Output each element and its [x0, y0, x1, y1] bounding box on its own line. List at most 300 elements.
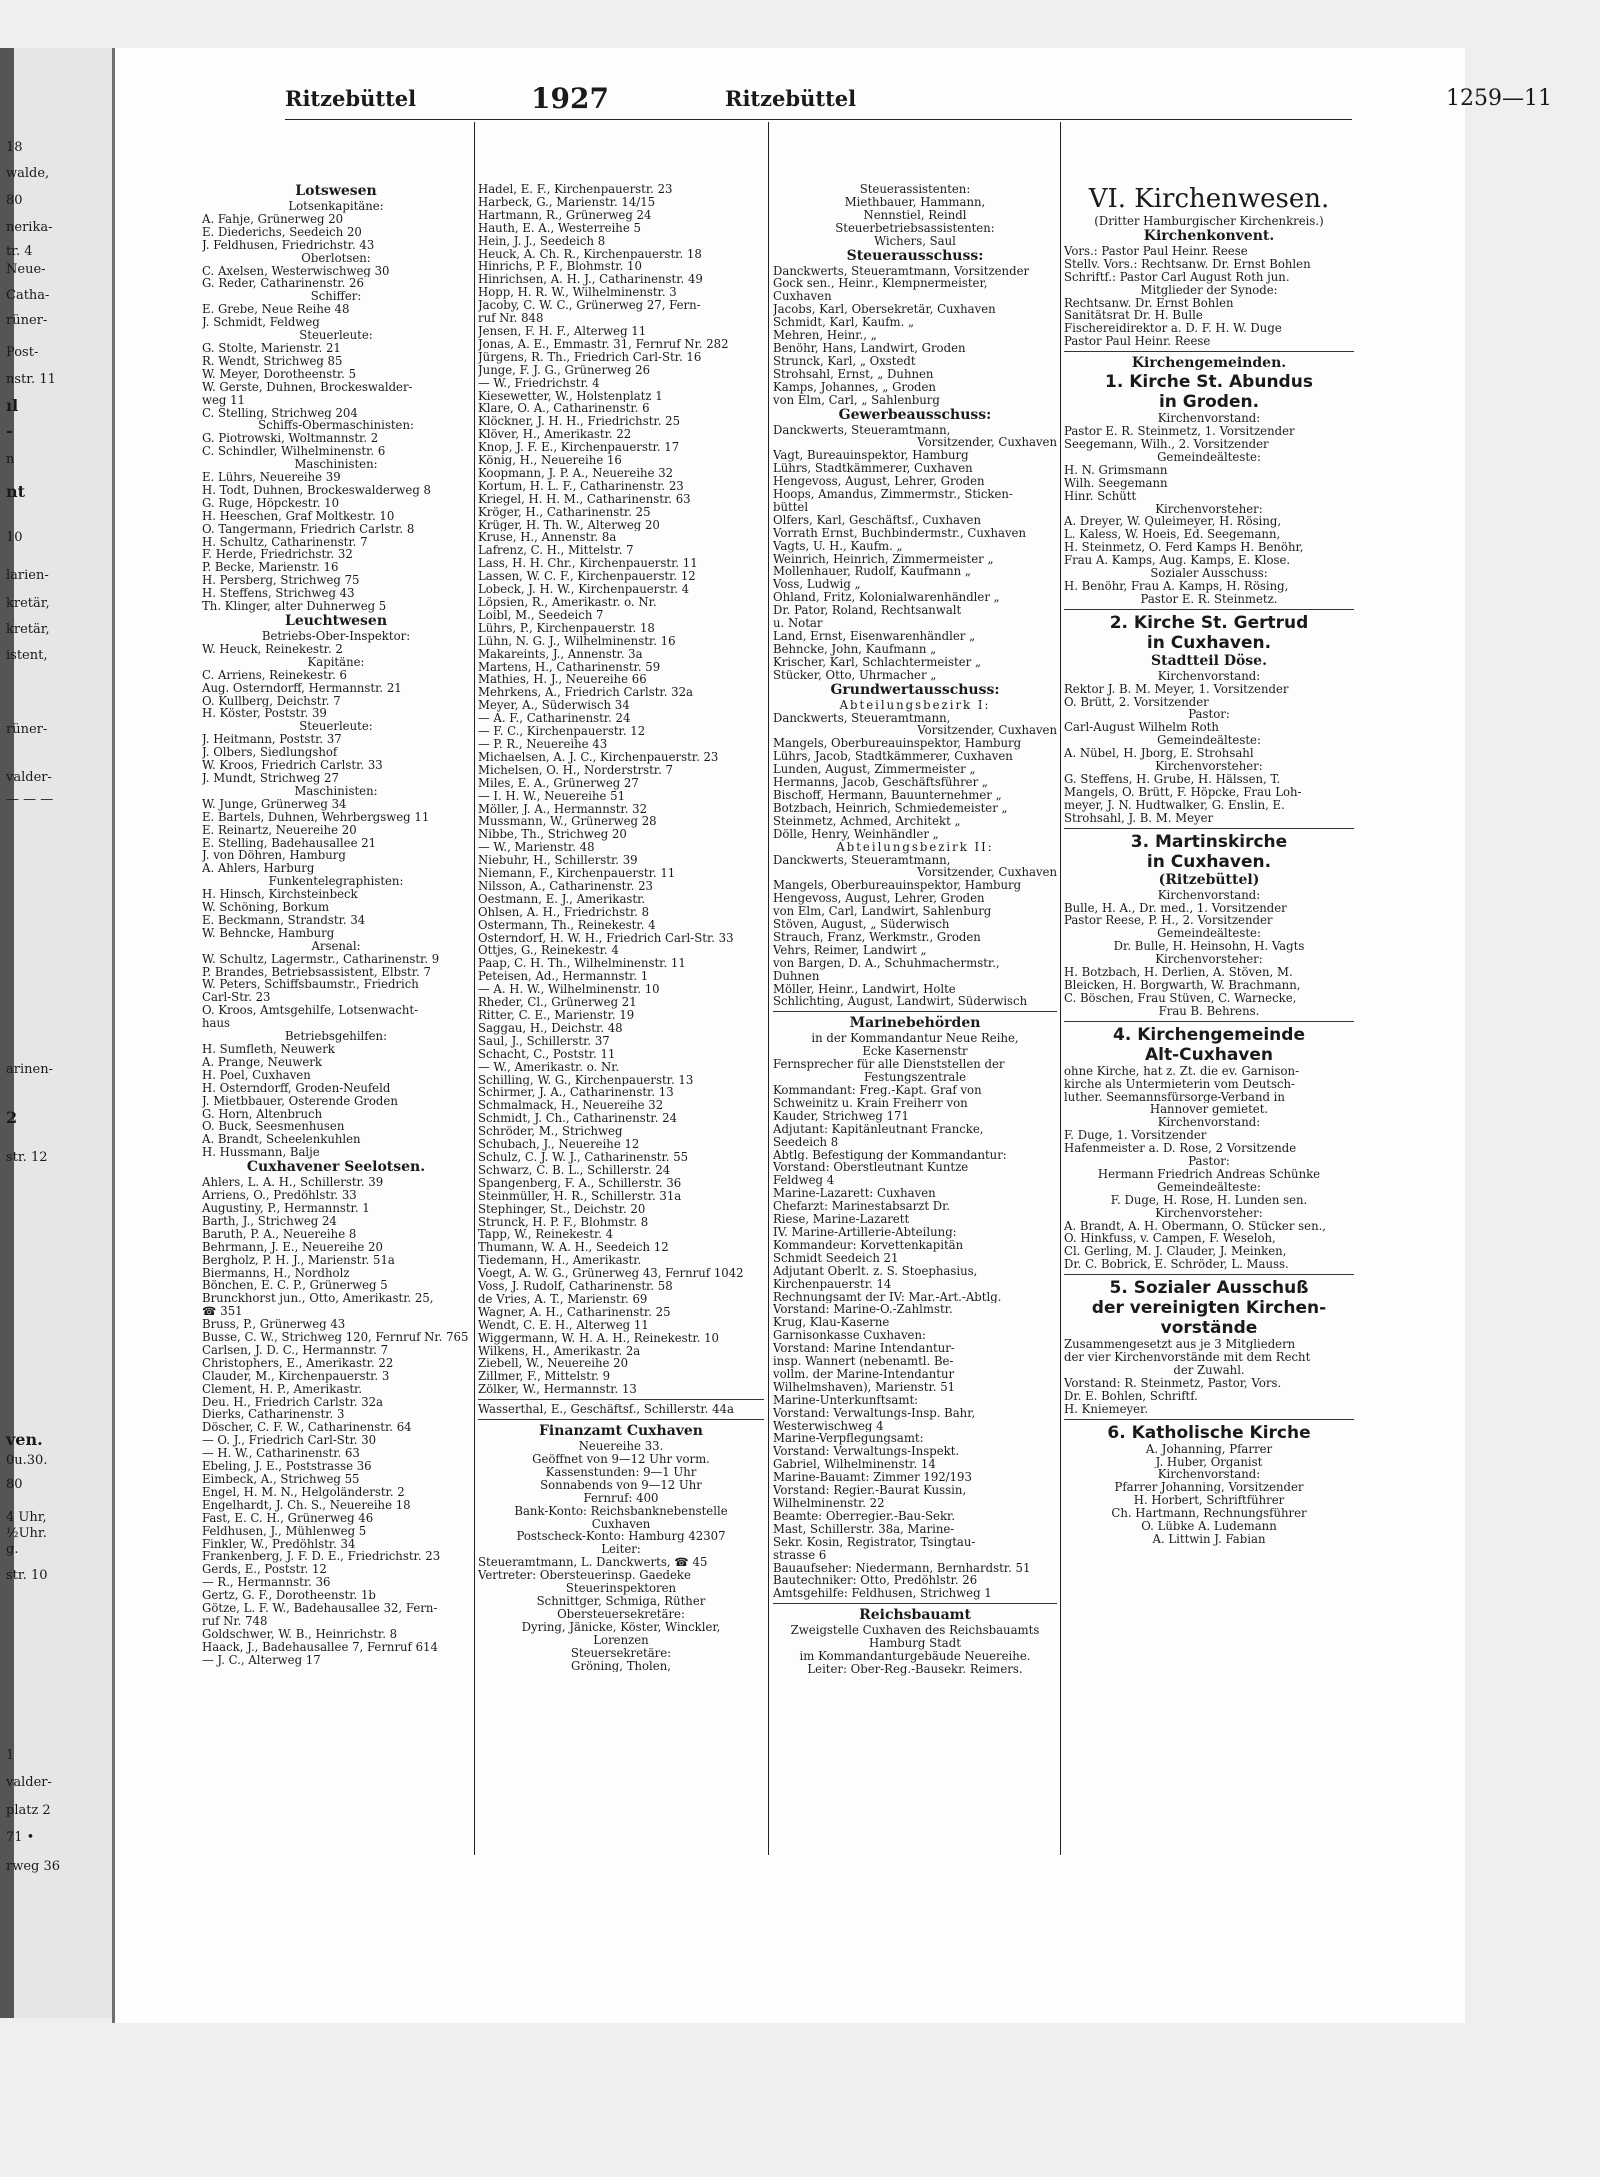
entry-line: Kirchenvorstand: [1157, 669, 1261, 683]
entry-line: insp. Wannert (nebenamtl. Be- [773, 1355, 954, 1368]
entry-line: Behncke, John, Kaufmann „ [773, 642, 937, 656]
entry-line: de Vries, A. T., Marienstr. 69 [478, 1292, 648, 1306]
entry-line: Ebeling, J. E., Poststrasse 36 [202, 1460, 372, 1473]
column-rule [1060, 122, 1061, 1855]
entry-line: G. Reder, Catharinenstr. 26 [202, 277, 364, 291]
previous-page-fragment: rüner- [6, 722, 48, 737]
section-heading: in Cuxhaven. [1146, 632, 1272, 653]
section-heading: Reichsbauamt [859, 1607, 971, 1624]
entry-line: Fernsprecher für alle Dienststellen der [773, 1058, 1005, 1072]
section-heading: Steuerausschuss: [846, 247, 984, 264]
entry-line: Götze, L. F. W., Badehausallee 32, Fern- [202, 1602, 438, 1615]
entry-line: Kassenstunden: 9—1 Uhr [545, 1465, 697, 1479]
entry-line: Wilkens, H., Amerikastr. 2a [478, 1344, 641, 1358]
entry-line: Vorsitzender, Cuxhaven [917, 724, 1057, 738]
entry-line: Kirchenvorstand: [1157, 888, 1261, 902]
section-heading: Leuchtwesen [284, 613, 388, 629]
entry-line: Fast, E. C. H., Grünerweg 46 [202, 1511, 374, 1525]
section-heading: Cuxhavener Seelotsen. [246, 1159, 426, 1176]
entry-line: Strohsahl, J. B. M. Meyer [1064, 811, 1214, 825]
entry-line: ruf Nr. 748 [202, 1614, 268, 1628]
previous-page-fragment: rüner- [6, 313, 48, 328]
entry-line: Steueramtmann, L. Danckwerts, ☎ 45 [478, 1556, 708, 1570]
entry-line: Bischoff, Hermann, Bauunternehmer „ [773, 788, 1002, 802]
entry-line: Klöver, H., Amerikastr. 22 [478, 428, 632, 442]
entry-line: Hinr. Schütt [1064, 489, 1137, 503]
section-heading: 4. Kirchengemeinde [1113, 1024, 1305, 1045]
entry-line: C. Böschen, Frau Stüven, C. Warnecke, [1064, 991, 1297, 1005]
entry-line: Vorstand: Marine-O.-Zahlmstr. [773, 1303, 953, 1317]
entry-line: Weinrich, Heinrich, Zimmermeister „ [773, 552, 994, 566]
entry-line: Kirchenvorsteher: [1155, 760, 1263, 773]
entry-line: Jacoby, C. W. C., Grünerweg 27, Fern- [478, 299, 701, 313]
entry-line: H. Persberg, Strichweg 75 [202, 574, 360, 588]
entry-line: Jacobs, Karl, Obersekretär, Cuxhaven [773, 303, 996, 317]
entry-line: Pastor Paul Heinr. Reese [1064, 335, 1211, 349]
entry-line: Riese, Marine-Lazarett [773, 1213, 910, 1226]
previous-page-fragment: 10 [6, 530, 23, 545]
entry-line: Schmidt, Karl, Kaufm. „ [773, 316, 915, 330]
entry-line: L. Kaless, W. Hoeis, Ed. Seegemann, [1064, 528, 1281, 542]
entry-line: Finkler, W., Predöhlstr. 34 [202, 1537, 356, 1551]
entry-line: Osterndorf, H. W. H., Friedrich Carl-Str. 33 [478, 931, 734, 945]
entry-line: Fischereidirektor a. D. F. H. W. Duge [1064, 322, 1282, 336]
entry-line: F. Herde, Friedrichstr. 32 [202, 548, 353, 562]
entry-line: Möller, J. A., Hermannstr. 32 [478, 802, 648, 816]
header-place-left: Ritzebüttel [285, 86, 417, 111]
entry-line: weg 11 [202, 393, 245, 407]
column-steuer-marine [773, 183, 1057, 1676]
entry-line: Steinmüller, H. R., Schillerstr. 31a [478, 1189, 682, 1203]
entry-line: Saul, J., Schillerstr. 37 [478, 1034, 610, 1048]
entry-line: ruf Nr. 848 [478, 312, 544, 325]
entry-line: Bauaufseher: Niedermann, Bernhardstr. 51 [773, 1561, 1031, 1575]
entry-line: Schiffs-Obermaschinisten: [258, 419, 414, 433]
entry-line: (Dritter Hamburgischer Kirchenkreis.) [1094, 215, 1324, 228]
entry-line: A. Fahje, Grünerweg 20 [202, 212, 344, 226]
entry-line: Gertz, G. F., Dorotheenstr. 1b [202, 1589, 376, 1603]
entry-line: W. Gerste, Duhnen, Brockeswalder- [202, 380, 413, 394]
section-heading: der vereinigten Kirchen- [1091, 1298, 1327, 1319]
entry-line: Kirchenvorsteher: [1155, 502, 1263, 516]
entry-line: Lassen, W. C. F., Kirchenpauerstr. 12 [478, 570, 696, 584]
entry-line: Kommandant: Freg.-Kapt. Graf von [773, 1084, 982, 1097]
entry-line: Westerwischweg 4 [773, 1419, 884, 1433]
entry-line: Kirchenvorstand: [1157, 1116, 1261, 1130]
entry-line: Abteilungsbezirk I: [839, 698, 991, 712]
header-year: 1927 [531, 82, 609, 115]
previous-page-fragment: nt [6, 482, 26, 501]
section-rule [1064, 1419, 1354, 1420]
entry-line: F. Duge, 1. Vorsitzender [1064, 1129, 1207, 1143]
section-rule [1064, 351, 1354, 352]
entry-line: Schmidt Seedeich 21 [773, 1251, 899, 1265]
entry-line: Schweinitz u. Krain Freiherr von [773, 1096, 968, 1110]
entry-line: Tiedemann, H., Amerikastr. [478, 1254, 642, 1268]
entry-line: Mast, Schillerstr. 38a, Marine- [773, 1522, 955, 1536]
previous-page-fragment: 80 [6, 1477, 23, 1492]
entry-line: Vorstand: Verwaltungs-Insp. Bahr, [773, 1406, 976, 1420]
entry-line: — W., Marienstr. 48 [478, 841, 595, 855]
entry-line: Aug. Osterndorff, Hermannstr. 21 [202, 681, 402, 695]
entry-line: Marine-Bauamt: Zimmer 192/193 [773, 1471, 972, 1485]
entry-line: Augustiny, P., Hermannstr. 1 [202, 1201, 370, 1215]
entry-line: Mitglieder der Synode: [1140, 283, 1278, 297]
entry-line: Funkentelegraphisten: [268, 875, 404, 889]
entry-line: Kriegel, H. H. M., Catharinenstr. 63 [478, 492, 691, 506]
entry-line: Vagt, Bureauinspektor, Hamburg [773, 449, 969, 463]
entry-line: Arsenal: [311, 939, 361, 953]
column-kirchenwesen [1064, 183, 1354, 1546]
column-rule [768, 122, 769, 1855]
entry-line: J. Schmidt, Feldweg [202, 316, 320, 330]
entry-line: Zweigstelle Cuxhaven des Reichsbauamts [790, 1624, 1040, 1638]
entry-line: Vorstand: Verwaltungs-Inspekt. [773, 1445, 960, 1459]
entry-line: Harbeck, G., Marienstr. 14/15 [478, 195, 656, 209]
entry-line: ☎ 351 [202, 1305, 243, 1319]
entry-line: O. Lübke A. Ludemann [1141, 1520, 1277, 1533]
entry-line: O. Kullberg, Deichstr. 7 [202, 694, 341, 708]
entry-line: IV. Marine-Artillerie-Abteilung: [773, 1225, 957, 1239]
entry-line: Lührs, Jacob, Stadtkämmerer, Cuxhaven [773, 750, 1013, 764]
entry-line: Pfarrer Johanning, Vorsitzender [1114, 1481, 1304, 1495]
section-rule [773, 1011, 1057, 1012]
entry-line: Schmidt, J. Ch., Catharinenstr. 24 [478, 1112, 678, 1126]
entry-line: u. Notar [773, 617, 823, 630]
entry-line: Bulle, H. A., Dr. med., 1. Vorsitzender [1064, 901, 1287, 915]
entry-line: — O. J., Friedrich Carl-Str. 30 [202, 1434, 377, 1448]
entry-line: G. Ruge, Höpckestr. 10 [202, 496, 340, 510]
entry-line: Hinrichsen, A. H. J., Catharinenstr. 49 [478, 273, 703, 287]
section-heading: (Ritzebüttel) [1158, 871, 1260, 888]
previous-page-fragment: ½Uhr. [6, 1526, 47, 1541]
entry-line: W. Peters, Schiffsbaumstr., Friedrich [202, 978, 419, 992]
entry-line: Fernruf: 400 [583, 1491, 659, 1505]
section-heading: 3. Martinskirche [1130, 831, 1288, 852]
entry-line: W. Junge, Grünerweg 34 [202, 797, 347, 811]
entry-line: H. Heeschen, Graf Moltkestr. 10 [202, 509, 395, 523]
entry-line: Wilhelminenstr. 22 [773, 1497, 885, 1510]
entry-line: Vorstand: Marine Intendantur- [773, 1342, 955, 1356]
entry-line: Pastor Reese, P. H., 2. Vorsitzender [1064, 914, 1273, 928]
entry-line: Pastor: [1188, 1155, 1230, 1168]
entry-line: H. Steinmetz, O. Ferd Kamps H. Benöhr, [1064, 541, 1304, 555]
entry-line: Steuerbetriebsassistenten: [835, 221, 995, 235]
entry-line: Steinmetz, Achmed, Architekt „ [773, 814, 961, 828]
entry-line: Botzbach, Heinrich, Schmiedemeister „ [773, 801, 1008, 815]
entry-line: — R., Hermannstr. 36 [202, 1576, 331, 1590]
entry-line: Rektor J. B. M. Meyer, 1. Vorsitzender [1064, 682, 1289, 696]
entry-line: Ch. Hartmann, Rechnungsführer [1111, 1507, 1307, 1521]
previous-page-fragment: valder- [6, 770, 52, 785]
section-heading: Lotswesen [295, 183, 377, 199]
previous-page-fragment: g. [6, 1542, 19, 1557]
entry-line: Rechnungsamt der IV: Mar.-Art.-Abtlg. [773, 1290, 1002, 1304]
entry-line: Ostermann, Th., Reinekestr. 4 [478, 918, 656, 932]
entry-line: Gemeindeälteste: [1157, 734, 1261, 748]
entry-line: Oestmann, E. J., Amerikastr. [478, 892, 646, 906]
entry-line: Nibbe, Th., Strichweg 20 [478, 828, 627, 842]
entry-line: Mehren, Heinr., „ [773, 329, 877, 342]
entry-line: Leiter: [601, 1543, 641, 1557]
entry-line: meyer, J. N. Hudtwalker, G. Enslin, E. [1064, 798, 1285, 812]
section-heading: Alt-Cuxhaven [1145, 1044, 1273, 1065]
entry-line: Arriens, O., Predöhlstr. 33 [202, 1189, 357, 1202]
section-heading: 1. Kirche St. Abundus [1105, 372, 1313, 393]
previous-page-fragment: nerika- [6, 220, 53, 235]
entry-line: Gemeindeälteste: [1157, 927, 1261, 941]
column-seelotsen [478, 183, 764, 1672]
entry-line: Hermanns, Jacob, Geschäftsführer „ [773, 776, 988, 789]
entry-line: Kröger, H., Catharinenstr. 25 [478, 505, 651, 519]
entry-line: Spangenberg, F. A., Schillerstr. 36 [478, 1176, 682, 1190]
entry-line: Duhnen [773, 969, 820, 983]
entry-line: Frau A. Kamps, Aug. Kamps, E. Klose. [1064, 554, 1291, 568]
entry-line: haus [202, 1017, 231, 1031]
entry-line: Schwarz, C. B. L., Schillerstr. 24 [478, 1163, 671, 1177]
entry-line: Abteilungsbezirk II: [836, 840, 994, 854]
entry-line: E. Bartels, Duhnen, Wehrbergsweg 11 [202, 810, 430, 824]
entry-line: Leiter: Ober-Reg.-Bausekr. Reimers. [807, 1662, 1023, 1676]
entry-line: E. Reinartz, Neuereihe 20 [202, 823, 357, 837]
previous-page-fragment: str. 10 [6, 1568, 48, 1583]
entry-line: Marine-Unterkunftsamt: [773, 1393, 919, 1407]
entry-line: Maschinisten: [294, 784, 378, 798]
entry-line: Christophers, E., Amerikastr. 22 [202, 1356, 394, 1370]
entry-line: H. Horbert, Schriftführer [1133, 1494, 1285, 1508]
previous-page-fragment: 71 • [6, 1830, 35, 1845]
previous-page-fragment: ven. [6, 1430, 43, 1449]
previous-page-fragment: istent, [6, 648, 48, 663]
entry-line: Schirmer, J. A., Catharinenstr. 13 [478, 1086, 674, 1100]
entry-line: Adjutant: Kapitänleutnant Francke, [773, 1122, 984, 1136]
entry-line: Dr. Pator, Roland, Rechtsanwalt [773, 604, 962, 618]
entry-line: Dr. C. Bobrick, E. Schröder, L. Mauss. [1064, 1258, 1289, 1272]
entry-line: W. Schöning, Borkum [202, 901, 330, 914]
entry-line: Pastor: [1188, 708, 1230, 722]
entry-line: in der Kommandantur Neue Reihe, [811, 1032, 1019, 1046]
entry-line: Kamps, Johannes, „ Groden [773, 380, 936, 394]
entry-line: Klare, O. A., Catharinenstr. 6 [478, 402, 650, 416]
entry-line: Barth, J., Strichweg 24 [202, 1214, 337, 1228]
entry-line: Hafenmeister a. D. Rose, 2 Vorsitzende [1064, 1142, 1297, 1156]
entry-line: Wendt, C. E. H., Alterweg 11 [478, 1318, 649, 1332]
entry-line: Gerds, E., Poststr. 12 [202, 1563, 327, 1577]
previous-page-fragment: 2 [6, 1108, 18, 1127]
entry-line: Rechtsanw. Dr. Ernst Bohlen [1064, 296, 1234, 310]
entry-line: Krischer, Karl, Schlachtermeister „ [773, 655, 981, 669]
entry-line: J. Huber, Organist [1155, 1455, 1263, 1469]
entry-line: im Kommandanturgebäude Neuereihe. [799, 1650, 1031, 1663]
entry-line: H. Botzbach, H. Derlien, A. Stöven, M. [1064, 966, 1293, 979]
entry-line: Lobeck, J. H. W., Kirchenpauerstr. 4 [478, 583, 690, 596]
entry-line: Bautechniker: Otto, Predöhlstr. 26 [773, 1574, 978, 1588]
entry-line: J. Mietbbauer, Osterende Groden [202, 1094, 398, 1108]
entry-line: Lass, H. H. Chr., Kirchenpauerstr. 11 [478, 557, 698, 571]
entry-line: Vorsitzender, Cuxhaven [917, 436, 1057, 450]
previous-page-edge [0, 48, 128, 2018]
entry-line: Stellv. Vors.: Rechtsanw. Dr. Ernst Bohlen [1064, 257, 1311, 271]
entry-line: J. Mundt, Strichweg 27 [202, 771, 339, 785]
section-heading: in Groden. [1158, 392, 1260, 413]
entry-line: Steuerinspektoren [565, 1582, 677, 1595]
entry-line: O. Brütt, 2. Vorsitzender [1064, 695, 1209, 709]
entry-line: Clauder, M., Kirchenpauerstr. 3 [202, 1369, 390, 1383]
entry-line: Brunckhorst jun., Otto, Amerikastr. 25, [202, 1292, 434, 1306]
entry-line: Makareints, J., Annenstr. 3a [478, 647, 643, 661]
entry-line: H. Hinsch, Kirchsteinbeck [202, 888, 358, 902]
previous-page-fragment: nstr. 11 [6, 372, 56, 387]
entry-line: Dr. E. Bohlen, Schriftf. [1064, 1389, 1198, 1403]
entry-line: H. Kniemeyer. [1064, 1402, 1149, 1416]
entry-line: der Zuwahl. [1173, 1364, 1245, 1377]
entry-line: Olfers, Karl, Geschäftsf., Cuxhaven [773, 513, 982, 527]
entry-line: Gemeindeälteste: [1157, 450, 1261, 464]
entry-line: Wasserthal, E., Geschäftsf., Schillerstr. 44a [478, 1403, 734, 1417]
entry-line: H. N. Grimsmann [1064, 463, 1168, 477]
entry-line: — W., Amerikastr. o. Nr. [478, 1060, 620, 1074]
entry-line: Vertreter: Obersteuerinsp. Gaedeke [478, 1569, 691, 1583]
entry-line: Feldhusen, J., Mühlenweg 5 [202, 1524, 367, 1538]
entry-line: — A. F., Catharinenstr. 24 [478, 712, 631, 726]
page-header [285, 82, 1552, 115]
entry-line: P. Becke, Marienstr. 16 [202, 561, 339, 575]
entry-line: Hauth, E. A., Westerreihe 5 [478, 221, 641, 235]
entry-line: Gabriel, Wilhelminenstr. 14 [773, 1458, 936, 1472]
entry-line: Ottjes, G., Reinekestr. 4 [478, 944, 619, 958]
entry-line: Lotsenkapitäne: [288, 200, 384, 213]
previous-page-fragment: walde, [6, 166, 50, 181]
entry-line: Schulz, C. J. W. J., Catharinenstr. 55 [478, 1150, 689, 1164]
entry-line: J. Feldhusen, Friedrichstr. 43 [202, 238, 375, 252]
entry-line: Sekr. Kosin, Registrator, Tsingtau- [773, 1535, 976, 1549]
entry-line: Engel, H. M. N., Helgoländerstr. 2 [202, 1485, 405, 1499]
entry-line: Mangels, O. Brütt, F. Höpcke, Frau Loh- [1064, 785, 1302, 799]
section-rule [1064, 1021, 1354, 1022]
entry-line: E. Lührs, Neuereihe 39 [202, 471, 341, 484]
entry-line: Ohland, Fritz, Kolonialwarenhändler „ [773, 591, 1000, 605]
entry-line: ohne Kirche, hat z. Zt. die ev. Garnison- [1064, 1064, 1300, 1078]
entry-line: Cuxhaven [773, 290, 832, 304]
entry-line: A. Dreyer, W. Quleimeyer, H. Rösing, [1064, 515, 1282, 529]
header-place-right: Ritzebüttel [725, 86, 857, 111]
entry-line: Gröning, Tholen, [571, 1659, 671, 1673]
entry-line: Maschinisten: [294, 458, 378, 472]
entry-line: Land, Ernst, Eisenwarenhändler „ [773, 630, 976, 643]
entry-line: kirche als Untermieterin vom Deutsch- [1064, 1077, 1295, 1091]
entry-line: Hamburg Stadt [869, 1637, 961, 1651]
entry-line: Strunck, Karl, „ Oxstedt [773, 354, 916, 368]
entry-line: Hadel, E. F., Kirchenpauerstr. 23 [478, 183, 673, 196]
header-rule [285, 119, 1352, 120]
entry-line: Voegt, A. W. G., Grünerweg 43, Fernruf 1042 [478, 1267, 744, 1281]
entry-line: Hartmann, R., Grünerweg 24 [478, 208, 652, 222]
entry-line: Lührs, P., Kirchenpauerstr. 18 [478, 621, 655, 635]
entry-line: Saggau, H., Deichstr. 48 [478, 1021, 623, 1035]
entry-line: Bönchen, E. C. P., Grünerweg 5 [202, 1279, 388, 1293]
entry-line: Dr. Bulle, H. Heinsohn, H. Vagts [1113, 940, 1305, 954]
entry-line: Betriebs-Ober-Inspektor: [261, 630, 411, 643]
entry-line: Kirchenvorsteher: [1155, 953, 1263, 967]
entry-line: Kommandeur: Korvettenkapitän [773, 1238, 964, 1252]
previous-page-fragment: n [6, 452, 15, 467]
entry-line: A. Nübel, H. Jborg, E. Strohsahl [1064, 747, 1254, 761]
entry-line: Engelhardt, J. Ch. S., Neuereihe 18 [202, 1498, 411, 1512]
entry-line: Kruse, H., Annenstr. 8a [478, 531, 617, 545]
entry-line: Beamte: Oberregier.-Bau-Sekr. [773, 1509, 956, 1523]
entry-line: Möller, Heinr., Landwirt, Holte [773, 982, 956, 996]
entry-line: Dierks, Catharinenstr. 3 [202, 1408, 345, 1422]
entry-line: Chefarzt: Marinestabsarzt Dr. [773, 1200, 951, 1214]
entry-line: Bruss, P., Grünerweg 43 [202, 1318, 346, 1332]
entry-line: Danckwerts, Steueramtmann, [773, 711, 951, 725]
entry-line: Mehrkens, A., Friedrich Carlstr. 32a [478, 686, 693, 700]
entry-line: Adjutant Oberlt. z. S. Stoephasius, [773, 1264, 978, 1278]
section-heading: Kirchengemeinden. [1131, 355, 1287, 372]
entry-line: Jensen, F. H. F., Alterweg 11 [478, 324, 647, 338]
entry-line: Wiggermann, W. H. A. H., Reinekestr. 10 [478, 1331, 719, 1345]
entry-line: Feldweg 4 [773, 1174, 835, 1188]
entry-line: Kortum, H. L. F., Catharinenstr. 23 [478, 479, 684, 493]
entry-line: Frankenberg, J. F. D. E., Friedrichstr. 23 [202, 1550, 441, 1564]
entry-line: C. Schindler, Wilhelminenstr. 6 [202, 445, 386, 459]
entry-line: W. Kroos, Friedrich Carlstr. 33 [202, 759, 383, 772]
entry-line: Schacht, C., Poststr. 11 [478, 1047, 616, 1061]
entry-line: Zillmer, F., Mittelstr. 9 [478, 1370, 611, 1384]
entry-line: Schiffer: [310, 290, 362, 304]
entry-line: Carl-August Wilhelm Roth [1064, 721, 1219, 735]
entry-line: Niebuhr, H., Schillerstr. 39 [478, 854, 638, 868]
entry-line: Sanitätsrat Dr. H. Bulle [1064, 309, 1203, 323]
entry-line: Behrmann, J. E., Neuereihe 20 [202, 1240, 383, 1254]
entry-line: Th. Klinger, alter Duhnerweg 5 [202, 600, 387, 613]
entry-line: — W., Friedrichstr. 4 [478, 376, 600, 390]
entry-line: A. Brandt, A. H. Obermann, O. Stücker sen., [1064, 1219, 1327, 1233]
entry-line: Hermann Friedrich Andreas Schünke [1097, 1167, 1321, 1181]
previous-page-fragment: - [6, 421, 13, 440]
entry-line: H. Osterndorff, Groden-Neufeld [202, 1081, 391, 1095]
entry-line: Pastor E. R. Steinmetz, 1. Vorsitzender [1064, 425, 1295, 438]
entry-line: Bleicken, H. Borgwarth, W. Brachmann, [1064, 978, 1301, 992]
entry-line: Hoops, Amandus, Zimmermstr., Sticken- [773, 488, 1013, 501]
previous-page-fragment: str. 12 [6, 1150, 48, 1165]
section-rule [1064, 609, 1354, 610]
entry-line: Kirchenvorstand: [1157, 412, 1261, 426]
entry-line: Vors.: Pastor Paul Heinr. Reese [1064, 244, 1248, 258]
entry-line: Heuck, A. Ch. R., Kirchenpauerstr. 18 [478, 247, 702, 261]
entry-line: Kirchenvorstand: [1157, 1468, 1261, 1482]
section-rule [773, 1603, 1057, 1604]
column-rule [474, 122, 475, 1855]
entry-line: H. Hussmann, Balje [202, 1146, 320, 1160]
entry-line: Obersteuersekretäre: [557, 1607, 685, 1621]
previous-page-fragment: 4 Uhr, [6, 1510, 47, 1525]
entry-line: Hengevoss, August, Lehrer, Groden [773, 475, 985, 489]
entry-line: büttel [773, 500, 809, 514]
section-heading: 2. Kirche St. Gertrud [1109, 612, 1309, 633]
entry-line: Lührs, Stadtkämmerer, Cuxhaven [773, 462, 973, 476]
entry-line: — P. R., Neuereihe 43 [478, 737, 608, 751]
entry-line: vollm. der Marine-Intendantur [773, 1367, 955, 1381]
entry-line: H. Steffens, Strichweg 43 [202, 587, 355, 601]
entry-line: Schlichting, August, Landwirt, Süderwisch [773, 995, 1028, 1009]
entry-line: — F. C., Kirchenpauerstr. 12 [478, 725, 646, 738]
entry-line: Tapp, W., Reinekestr. 4 [478, 1228, 614, 1242]
previous-page-fragment: kretär, [6, 622, 50, 637]
entry-line: Hannover gemietet. [1149, 1103, 1269, 1117]
entry-line: Krüger, H. Th. W., Alterweg 20 [478, 518, 660, 532]
entry-line: Betriebsgehilfen: [284, 1030, 388, 1043]
